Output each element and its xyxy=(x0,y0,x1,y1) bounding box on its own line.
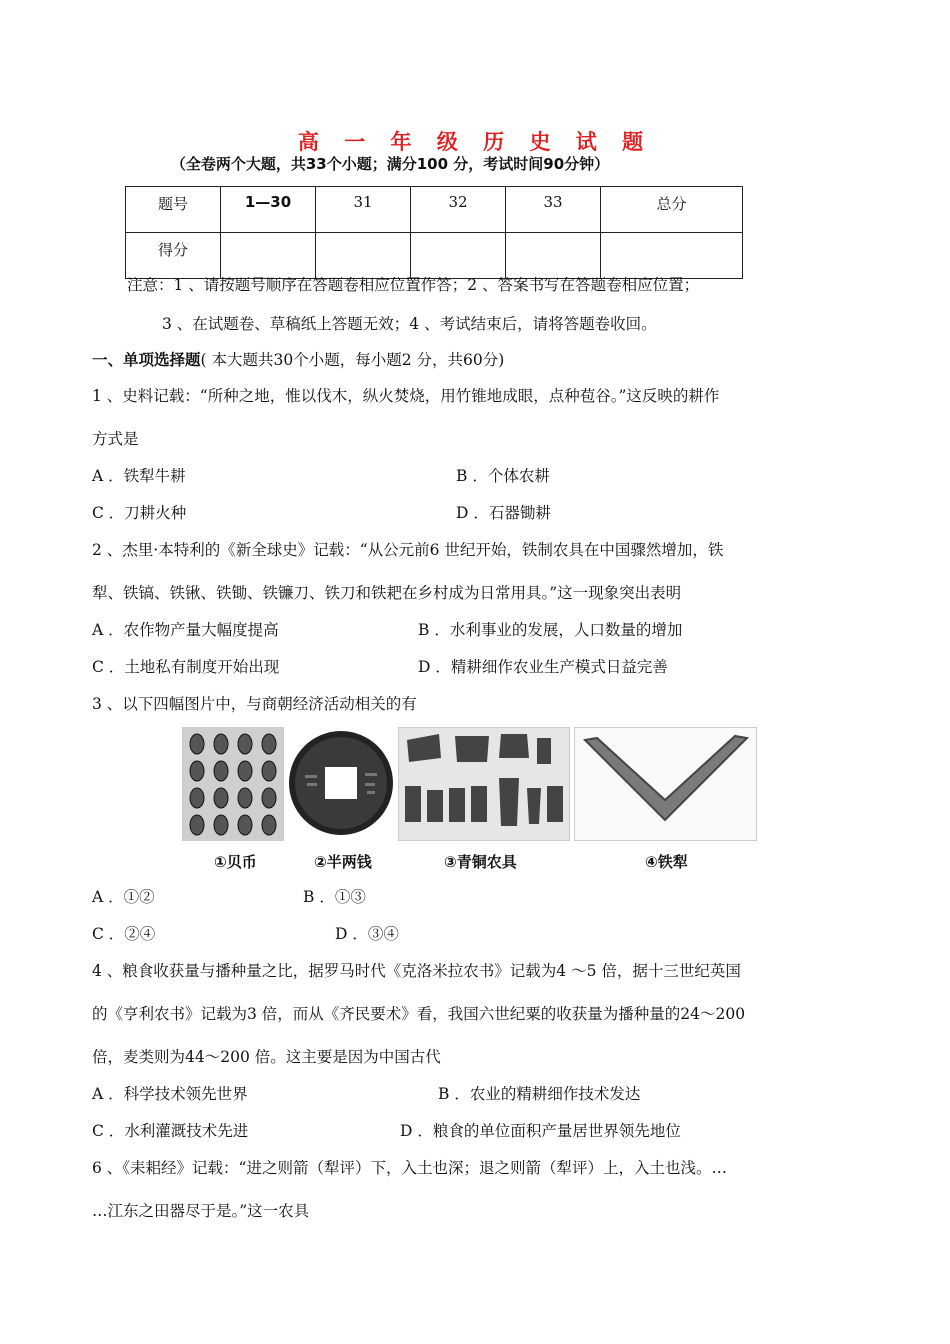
question-6-stem-cont: …江东之田器尽于是。”这一农具 xyxy=(92,1202,310,1220)
option-a[interactable]: A ．科学技术领先世界 xyxy=(92,1085,248,1103)
option-d[interactable]: D ．③④ xyxy=(335,925,399,943)
question-2-stem-cont: 犁、铁镐、铁锹、铁锄、铁镰刀、铁刀和铁耙在乡村成为日常用具。”这一现象突出表明 xyxy=(92,584,682,602)
table-cell: 题号 xyxy=(126,187,221,233)
option-b[interactable]: B ．①③ xyxy=(303,888,366,906)
section-heading xyxy=(92,348,504,370)
caption-bronze-tools: ③青铜农具 xyxy=(444,853,517,871)
option-a[interactable]: A ．农作物产量大幅度提高 xyxy=(92,621,279,639)
score-table xyxy=(125,186,743,279)
table-cell: 33 xyxy=(506,187,601,233)
option-a[interactable]: A ．①② xyxy=(92,888,155,906)
table-cell: 1—30 xyxy=(221,187,316,233)
option-c[interactable]: C ．刀耕火种 xyxy=(92,504,187,522)
score-input-cell[interactable] xyxy=(506,233,601,279)
iron-plough-icon xyxy=(575,728,756,840)
section-title: 一、单项选择题 xyxy=(92,351,201,369)
ban-liang-coin-image xyxy=(287,727,395,839)
score-input-cell[interactable] xyxy=(316,233,411,279)
option-b[interactable]: B ．农业的精耕细作技术发达 xyxy=(438,1085,641,1103)
option-b[interactable]: B ．水利事业的发展，人口数量的增加 xyxy=(418,621,683,639)
caption-shell-money: ①贝币 xyxy=(214,853,257,871)
question-2-stem: 2 、杰里·本特利的《新全球史》记载：“从公元前6 世纪开始，铁制农具在中国骤然增加，铁 xyxy=(92,541,724,559)
page-title: 高 一 年 级 历 史 试 题 xyxy=(297,130,653,154)
score-input-cell[interactable] xyxy=(411,233,506,279)
shell-money-image xyxy=(182,727,284,841)
question-4-stem-cont: 的《亨利农书》记载为3 倍，而从《齐民要术》看，我国六世纪粟的收获量为播种量的24～200 xyxy=(92,1005,746,1023)
question-1-stem: 1 、史料记载：“所种之地，惟以伐木，纵火焚烧，用竹锥地成眼，点种苞谷。”这反映的耕作 xyxy=(92,387,720,405)
bronze-tools-image xyxy=(398,727,570,841)
option-d[interactable]: D ．粮食的单位面积产量居世界领先地位 xyxy=(400,1122,681,1140)
table-cell: 32 xyxy=(411,187,506,233)
question-1-stem-cont: 方式是 xyxy=(92,430,139,448)
caption-iron-plough: ④铁犁 xyxy=(645,853,688,871)
question-6-stem: 6 、《耒耜经》记载：“进之则箭（犁评）下，入土也深；退之则箭（犁评）上，入土也浅。… xyxy=(92,1159,727,1177)
score-input-cell[interactable] xyxy=(221,233,316,279)
iron-plough-image xyxy=(574,727,757,841)
question-4-stem-cont: 倍，麦类则为44～200 倍。这主要是因为中国古代 xyxy=(92,1048,441,1066)
question-3-stem: 3 、以下四幅图片中，与商朝经济活动相关的有 xyxy=(92,695,417,713)
option-c[interactable]: C ．土地私有制度开始出现 xyxy=(92,658,280,676)
option-b[interactable]: B ．个体农耕 xyxy=(456,467,550,485)
table-cell: 总分 xyxy=(601,187,743,233)
bronze-tools-icon xyxy=(399,728,569,840)
table-cell: 得分 xyxy=(126,233,221,279)
coin-icon xyxy=(287,727,395,839)
note-line-2: 3 、在试题卷、草稿纸上答题无效；4 、考试结束后，请将答题卷收回。 xyxy=(162,315,657,333)
caption-coin: ②半两钱 xyxy=(314,853,372,871)
score-input-cell[interactable] xyxy=(601,233,743,279)
option-d[interactable]: D ．石器锄耕 xyxy=(456,504,551,522)
option-c[interactable]: C ．水利灌溉技术先进 xyxy=(92,1122,249,1140)
question-4-stem: 4 、粮食收获量与播种量之比，据罗马时代《克洛米拉农书》记载为4 ～5 倍，据十三世纪英国 xyxy=(92,962,741,980)
option-a[interactable]: A ．铁犁牛耕 xyxy=(92,467,186,485)
section-desc: ( 本大题共30个小题，每小题2 分，共60分) xyxy=(200,351,505,369)
exam-subtitle: （全卷两个大题，共33个小题；满分100 分，考试时间90分钟） xyxy=(170,155,610,173)
option-c[interactable]: C ．②④ xyxy=(92,925,156,943)
table-row xyxy=(126,187,743,233)
shell-money-icon xyxy=(183,728,283,840)
table-row xyxy=(126,233,743,279)
option-d[interactable]: D ．精耕细作农业生产模式日益完善 xyxy=(418,658,668,676)
table-cell: 31 xyxy=(316,187,411,233)
note-line-1: 注意：1 、请按题号顺序在答题卷相应位置作答；2 、答案书写在答题卷相应位置； xyxy=(127,276,700,294)
